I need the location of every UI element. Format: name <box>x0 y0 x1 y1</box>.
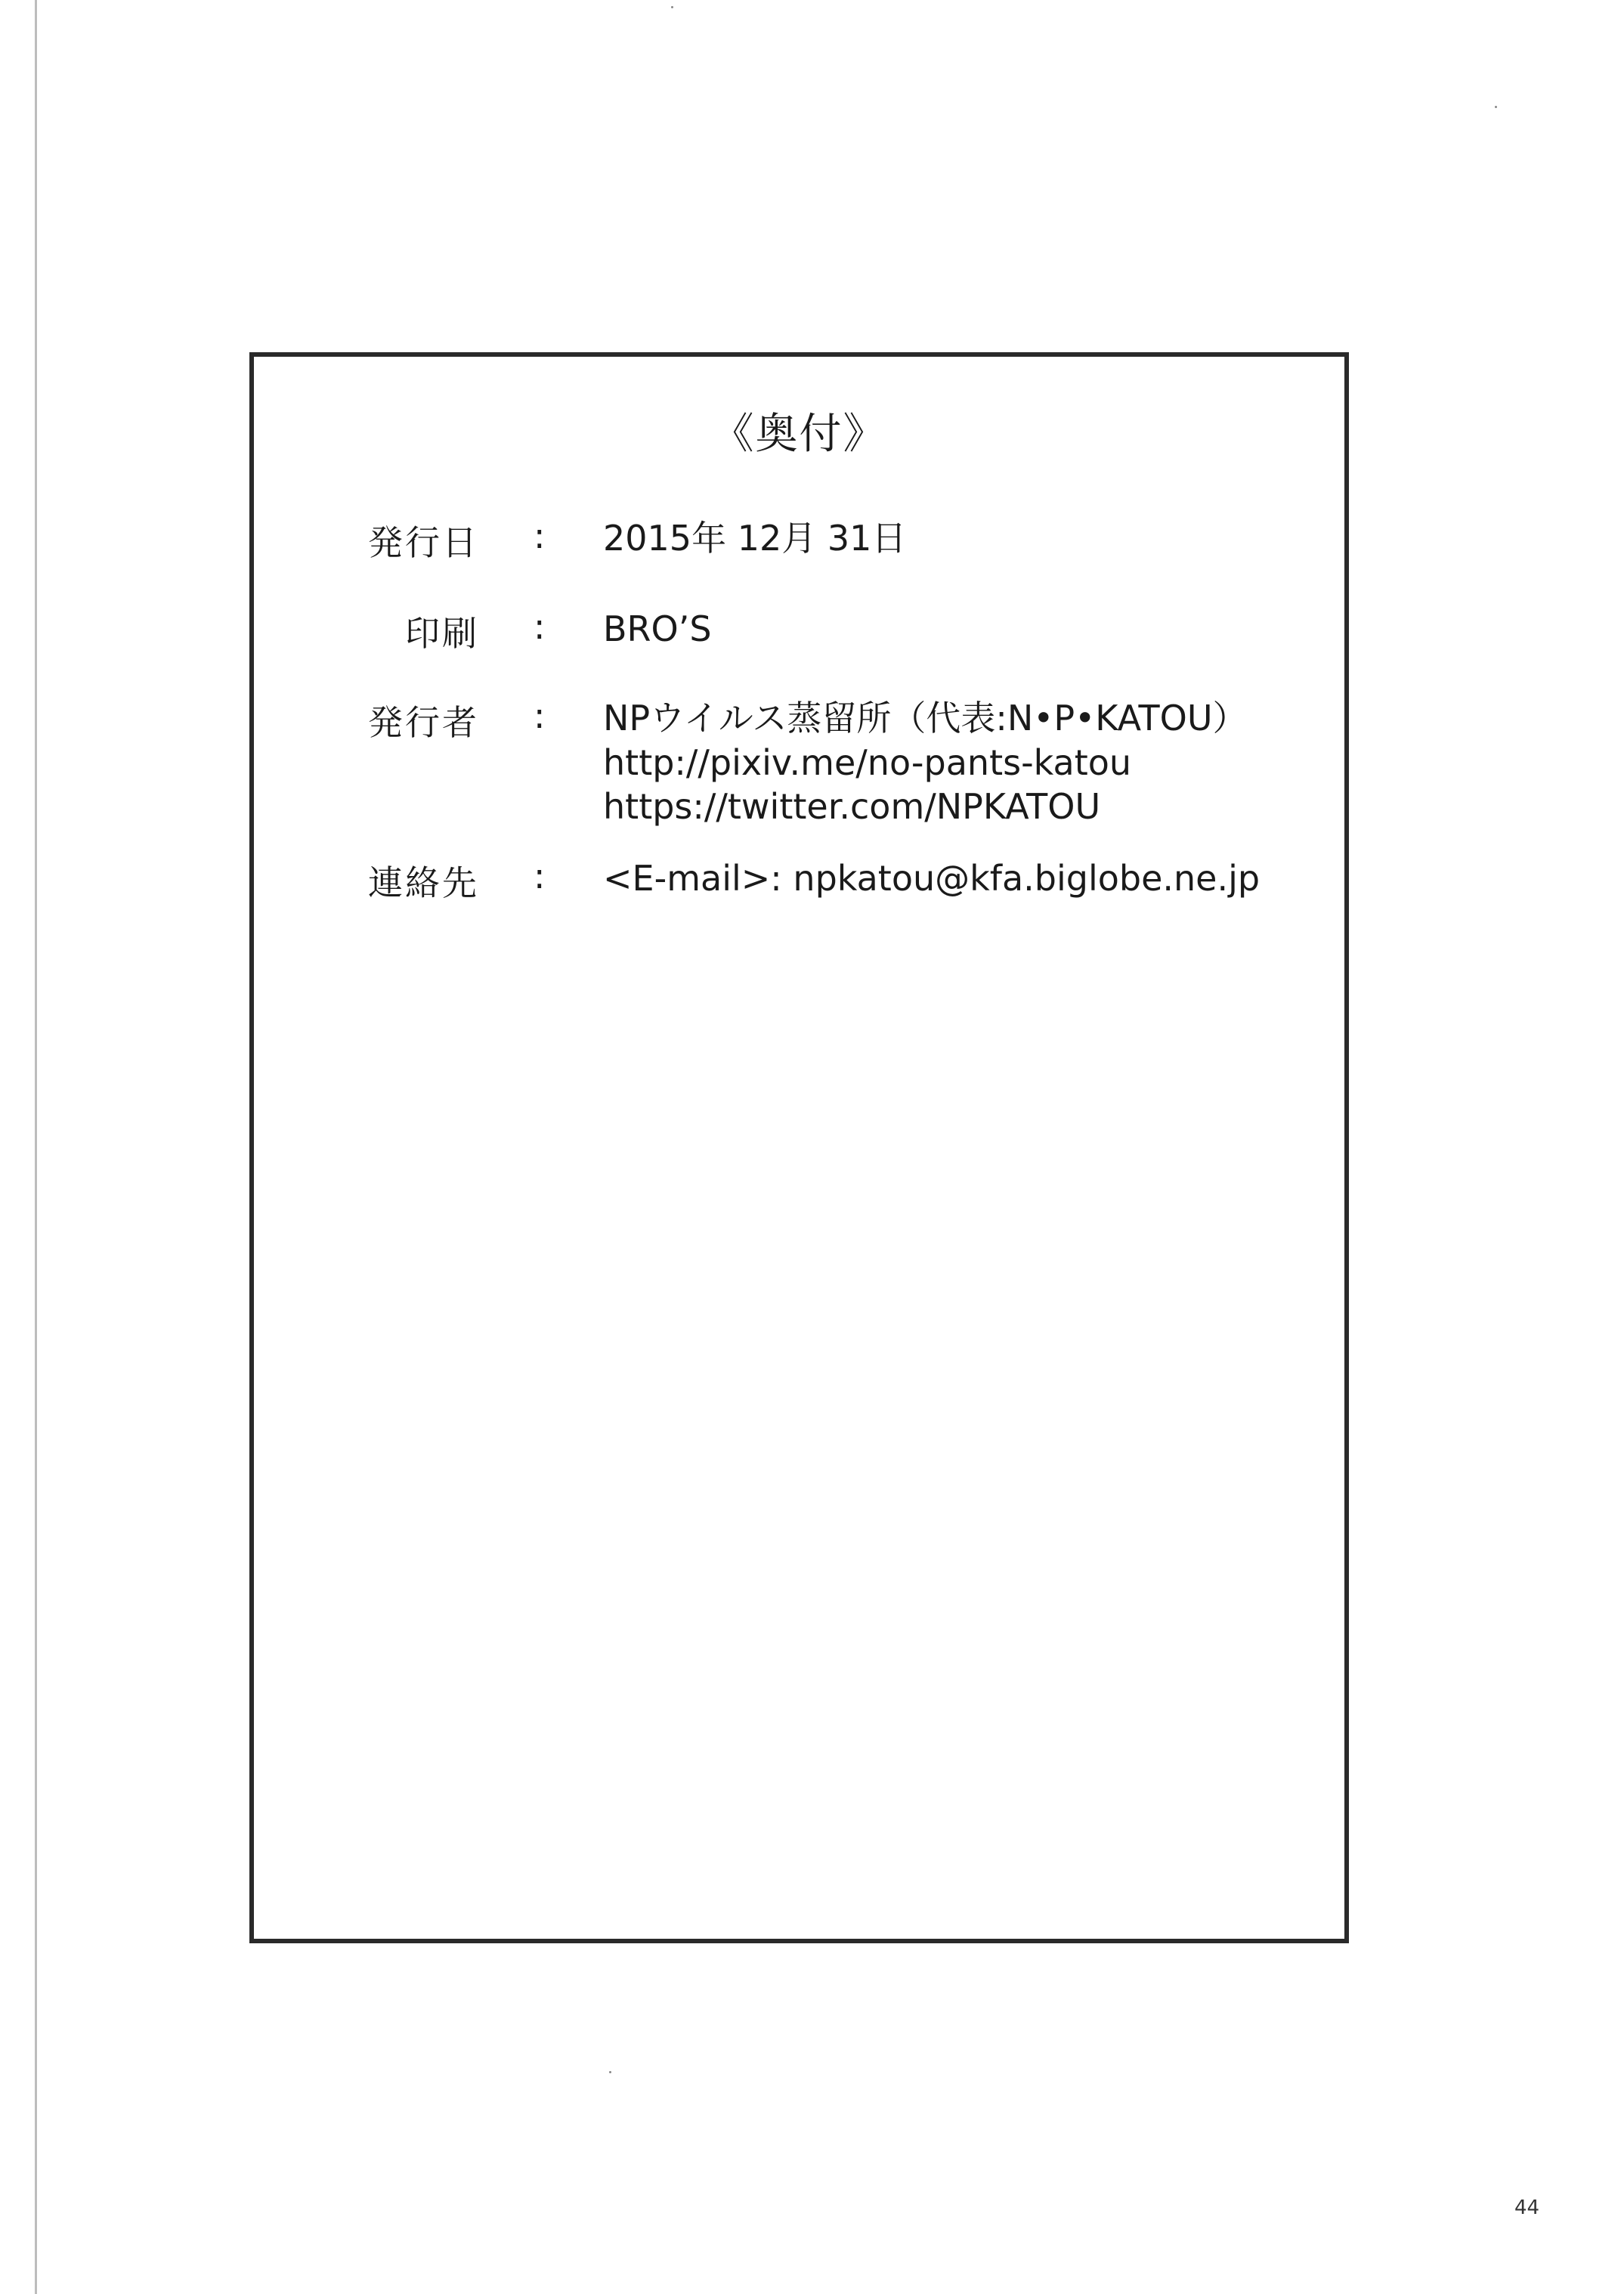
scan-speck <box>1495 106 1497 108</box>
publication-date-value <box>603 515 906 561</box>
pixiv-link[interactable]: http://pixiv.me/no-pants-katou <box>603 742 1132 783</box>
publication-date-label: 発行日 <box>368 522 479 563</box>
publication-date-text: 2015年 12月 31日 <box>603 518 907 559</box>
contact-label: 連絡先 <box>368 862 479 903</box>
publisher-value <box>603 695 1248 828</box>
separator-colon: : <box>534 606 546 647</box>
colophon-box <box>249 352 1349 1943</box>
colophon-title: 《奥付》 <box>711 410 887 459</box>
scan-speck <box>609 2071 611 2073</box>
page-edge <box>35 0 37 2294</box>
contact-value <box>603 856 1260 901</box>
scan-speck <box>671 6 673 8</box>
page-number: 44 <box>1514 2196 1540 2219</box>
email-text[interactable]: <E-mail>: npkatou@kfa.biglobe.ne.jp <box>603 858 1261 899</box>
publisher-label: 発行者 <box>368 702 479 743</box>
printer-text: BRO’S <box>603 608 712 649</box>
publisher-name: NPウイルス蒸留所（代表:N•P•KATOU） <box>603 698 1248 738</box>
separator-colon: : <box>534 515 546 556</box>
printer-value <box>603 606 712 652</box>
printer-label: 印刷 <box>405 613 479 654</box>
separator-colon: : <box>534 856 546 896</box>
twitter-link[interactable]: https://twitter.com/NPKATOU <box>603 786 1101 827</box>
separator-colon: : <box>534 695 546 736</box>
